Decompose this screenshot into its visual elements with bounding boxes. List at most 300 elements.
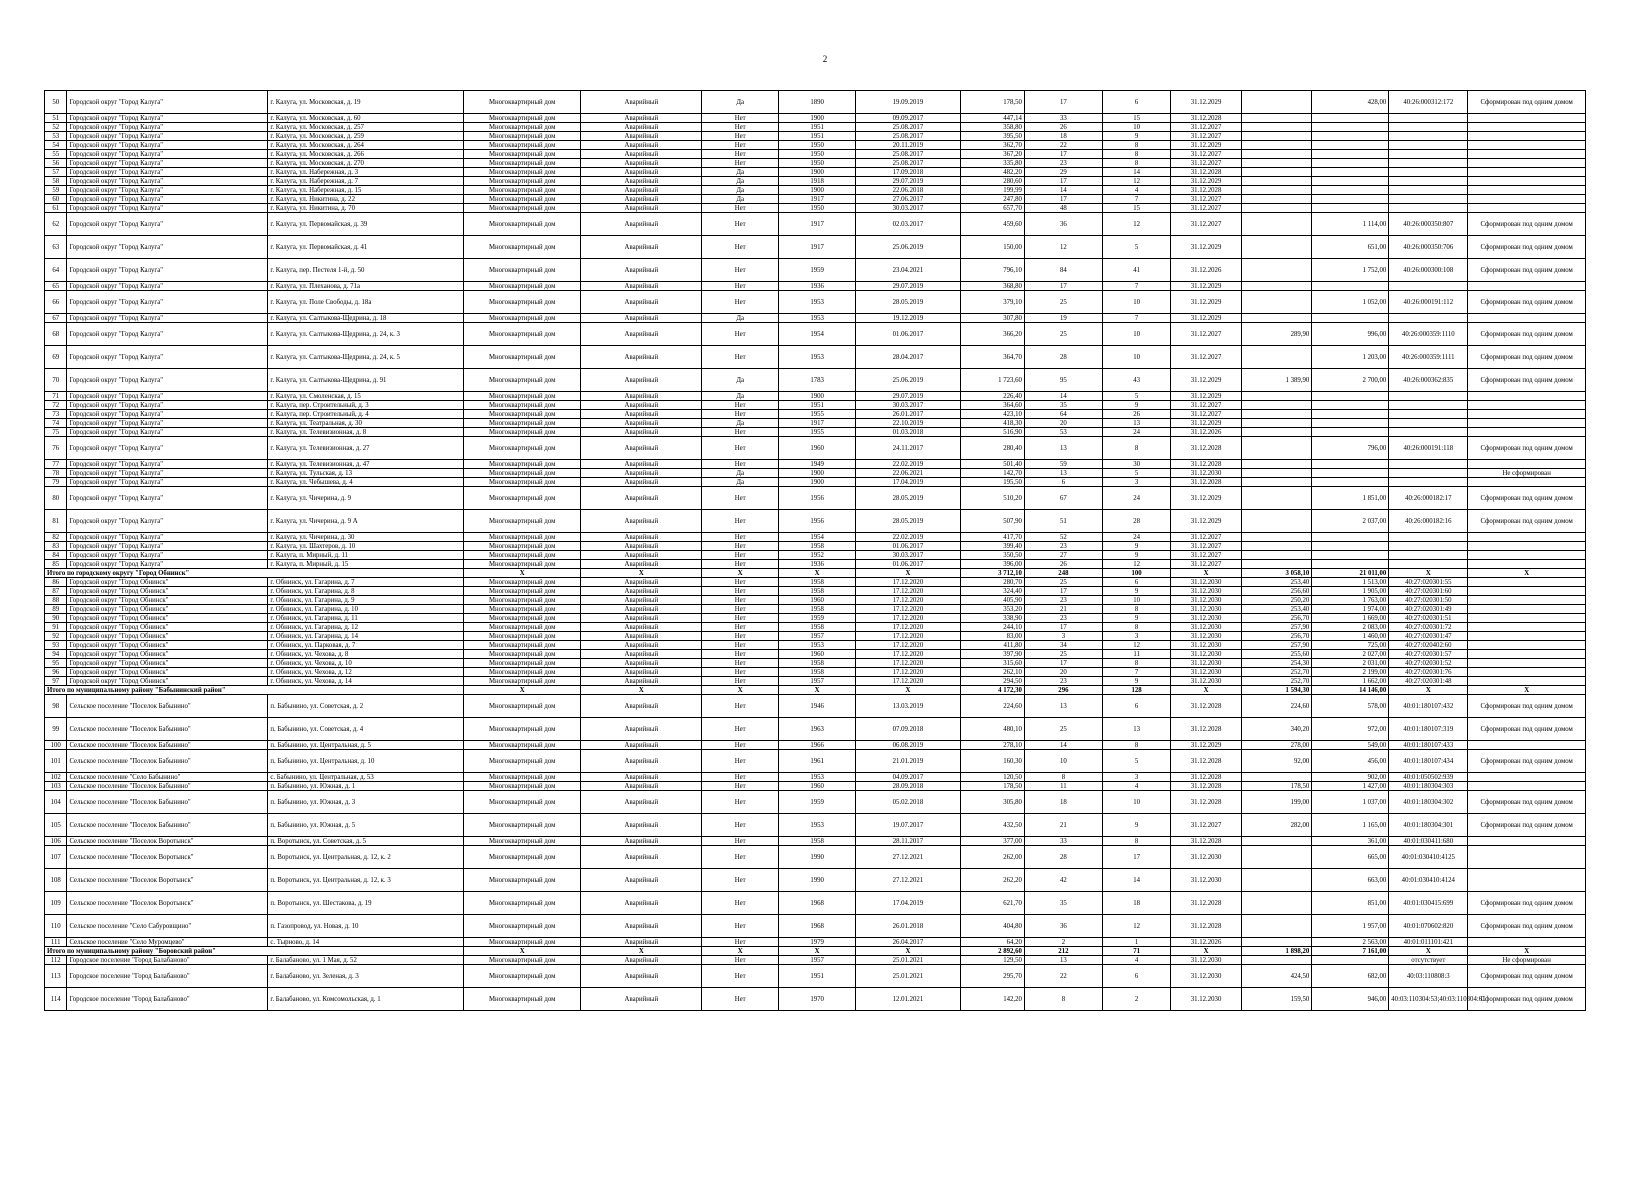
- cell-flag: Нет: [702, 204, 779, 213]
- cell-residents: 64: [1024, 410, 1102, 419]
- cell-address: г. Калуга, ул. Салтыкова-Щедрина, д. 24, к. 3: [268, 323, 464, 346]
- cell-address: г. Калуга, ул. Телевизионная, д. 8: [268, 428, 464, 437]
- cell-area_a: [1241, 510, 1312, 533]
- subtotal-cell-note: X: [1468, 686, 1586, 695]
- cell-year: 1949: [779, 460, 856, 469]
- cell-area_a: 257,90: [1241, 641, 1312, 650]
- table-row: [45, 186, 1586, 195]
- cell-note: [1468, 177, 1586, 186]
- cell-status: Аварийный: [581, 869, 702, 892]
- cell-area: 395,50: [960, 132, 1024, 141]
- cell-recognized_date: 25.08.2017: [856, 132, 961, 141]
- cell-residents: 17: [1024, 659, 1102, 668]
- table-row: [45, 204, 1586, 213]
- table-row: [45, 837, 1586, 846]
- cell-address: п. Бабынино, ул. Советская, д. 4: [268, 718, 464, 741]
- cell-year: 1917: [779, 213, 856, 236]
- cell-recognized_date: 17.12.2020: [856, 668, 961, 677]
- cell-flag: Нет: [702, 782, 779, 791]
- cell-municipality: Городской округ "Город Калуга": [67, 542, 268, 551]
- cell-residents: 11: [1024, 782, 1102, 791]
- cell-address: г. Калуга, ул. Салтыкова-Щедрина, д. 24, к. 5: [268, 346, 464, 369]
- cell-status: Аварийный: [581, 401, 702, 410]
- cell-no: 84: [45, 551, 67, 560]
- cell-no: 114: [45, 988, 67, 1011]
- cell-note: [1468, 650, 1586, 659]
- cell-no: 77: [45, 460, 67, 469]
- cell-no: 65: [45, 282, 67, 291]
- cell-dwellings: 8: [1102, 605, 1170, 614]
- cell-address: п. Бабынино, ул. Южная, д. 1: [268, 782, 464, 791]
- cell-resettlement_deadline: 31.12.2029: [1171, 510, 1242, 533]
- cell-cadastral_number: 40:01:030410:4124: [1389, 869, 1468, 892]
- cell-note: Сформирован под одним домом: [1468, 259, 1586, 282]
- cell-residents: 28: [1024, 346, 1102, 369]
- cell-building_type: Многоквартирный дом: [463, 988, 581, 1011]
- cell-resettlement_deadline: 31.12.2029: [1171, 291, 1242, 314]
- cell-recognized_date: 17.12.2020: [856, 587, 961, 596]
- table-row: [45, 741, 1586, 750]
- emergency-housing-table: [44, 90, 1586, 1011]
- cell-cadastral_number: 40:27:020301:76: [1389, 668, 1468, 677]
- cell-area: 516,90: [960, 428, 1024, 437]
- cell-address: г. Калуга, ул. Чичерина, д. 9: [268, 487, 464, 510]
- cell-status: Аварийный: [581, 150, 702, 159]
- cell-flag: Нет: [702, 587, 779, 596]
- subtotal-label: Итого по муниципальному району "Бабынинский район": [45, 686, 464, 695]
- cell-dwellings: 6: [1102, 91, 1170, 114]
- cell-resettlement_deadline: 31.12.2030: [1171, 596, 1242, 605]
- cell-area_b: 1 662,00: [1312, 677, 1389, 686]
- cell-dwellings: 5: [1102, 469, 1170, 478]
- subtotal-cell-area_b: 21 011,00: [1312, 569, 1389, 578]
- cell-address: г. Калуга, ул. Набережная, д. 7: [268, 177, 464, 186]
- cell-status: Аварийный: [581, 186, 702, 195]
- cell-flag: Нет: [702, 401, 779, 410]
- cell-area_b: [1312, 314, 1389, 323]
- cell-resettlement_deadline: 31.12.2028: [1171, 718, 1242, 741]
- cell-status: Аварийный: [581, 213, 702, 236]
- cell-dwellings: 9: [1102, 677, 1170, 686]
- cell-address: п. Воротынск, ул. Центральная, д. 12, к. 2: [268, 846, 464, 869]
- cell-area_a: [1241, 168, 1312, 177]
- cell-area: 335,80: [960, 159, 1024, 168]
- cell-area_a: [1241, 177, 1312, 186]
- cell-dwellings: 10: [1102, 323, 1170, 346]
- subtotal-cell-area_a: 1 594,30: [1241, 686, 1312, 695]
- cell-year: 1961: [779, 750, 856, 773]
- cell-area_b: [1312, 956, 1389, 965]
- cell-flag: Да: [702, 478, 779, 487]
- cell-municipality: Городской округ "Город Обнинск": [67, 632, 268, 641]
- cell-year: 1936: [779, 560, 856, 569]
- cell-year: 1917: [779, 419, 856, 428]
- cell-residents: 10: [1024, 750, 1102, 773]
- cell-area: 399,40: [960, 542, 1024, 551]
- cell-area_b: [1312, 186, 1389, 195]
- cell-year: 1957: [779, 632, 856, 641]
- cell-dwellings: 12: [1102, 177, 1170, 186]
- table-row: [45, 123, 1586, 132]
- cell-year: 1951: [779, 401, 856, 410]
- cell-flag: Нет: [702, 632, 779, 641]
- subtotal-cell-note: X: [1468, 569, 1586, 578]
- table-row: [45, 560, 1586, 569]
- cell-recognized_date: 29.07.2019: [856, 392, 961, 401]
- cell-recognized_date: 27.12.2021: [856, 846, 961, 869]
- cell-area_a: [1241, 542, 1312, 551]
- table-row: [45, 177, 1586, 186]
- cell-address: г. Обнинск, ул. Гагарина, д. 12: [268, 623, 464, 632]
- cell-area: 501,40: [960, 460, 1024, 469]
- cell-municipality: Городской округ "Город Калуга": [67, 91, 268, 114]
- cell-municipality: Городской округ "Город Калуга": [67, 428, 268, 437]
- cell-address: г. Калуга, ул. Набережная, д. 3: [268, 168, 464, 177]
- cell-year: 1953: [779, 814, 856, 837]
- cell-residents: 35: [1024, 892, 1102, 915]
- cell-flag: Нет: [702, 410, 779, 419]
- cell-resettlement_deadline: 31.12.2027: [1171, 195, 1242, 204]
- cell-no: 56: [45, 159, 67, 168]
- cell-status: Аварийный: [581, 314, 702, 323]
- cell-resettlement_deadline: 31.12.2027: [1171, 551, 1242, 560]
- cell-cadastral_number: 40:01:070602:820: [1389, 915, 1468, 938]
- cell-area_a: [1241, 419, 1312, 428]
- cell-no: 110: [45, 915, 67, 938]
- cell-year: 1946: [779, 695, 856, 718]
- cell-building_type: Многоквартирный дом: [463, 837, 581, 846]
- cell-address: г. Калуга, ул. Чебышева, д. 4: [268, 478, 464, 487]
- cell-no: 79: [45, 478, 67, 487]
- subtotal-cell-cadastral_number: X: [1389, 569, 1468, 578]
- cell-flag: Да: [702, 168, 779, 177]
- cell-municipality: Городской округ "Город Калуга": [67, 323, 268, 346]
- cell-dwellings: 9: [1102, 132, 1170, 141]
- cell-dwellings: 8: [1102, 437, 1170, 460]
- cell-municipality: Городской округ "Город Калуга": [67, 141, 268, 150]
- cell-building_type: Многоквартирный дом: [463, 533, 581, 542]
- cell-note: [1468, 623, 1586, 632]
- cell-no: 82: [45, 533, 67, 542]
- cell-recognized_date: 28.04.2017: [856, 346, 961, 369]
- cell-municipality: Городской округ "Город Обнинск": [67, 668, 268, 677]
- cell-cadastral_number: [1389, 560, 1468, 569]
- cell-residents: 12: [1024, 236, 1102, 259]
- cell-status: Аварийный: [581, 837, 702, 846]
- subtotal-cell-recognized_date: X: [856, 947, 961, 956]
- cell-municipality: Городской округ "Город Калуга": [67, 560, 268, 569]
- cell-area_a: [1241, 560, 1312, 569]
- table-row: [45, 641, 1586, 650]
- cell-flag: Нет: [702, 159, 779, 168]
- cell-flag: Нет: [702, 141, 779, 150]
- cell-resettlement_deadline: 31.12.2030: [1171, 578, 1242, 587]
- cell-cadastral_number: [1389, 159, 1468, 168]
- cell-dwellings: 8: [1102, 741, 1170, 750]
- cell-status: Аварийный: [581, 846, 702, 869]
- cell-flag: Да: [702, 177, 779, 186]
- cell-area_a: [1241, 91, 1312, 114]
- cell-municipality: Городской округ "Город Обнинск": [67, 623, 268, 632]
- cell-area_a: 199,00: [1241, 791, 1312, 814]
- cell-year: 1953: [779, 291, 856, 314]
- cell-address: г. Калуга, ул. Телевизионная, д. 47: [268, 460, 464, 469]
- cell-address: г. Обнинск, ул. Гагарина, д. 10: [268, 605, 464, 614]
- cell-area_a: [1241, 469, 1312, 478]
- cell-note: [1468, 392, 1586, 401]
- cell-status: Аварийный: [581, 659, 702, 668]
- cell-residents: 21: [1024, 605, 1102, 614]
- cell-area: 195,50: [960, 478, 1024, 487]
- cell-area_a: [1241, 123, 1312, 132]
- cell-area_b: 1 905,00: [1312, 587, 1389, 596]
- cell-note: [1468, 460, 1586, 469]
- cell-no: 90: [45, 614, 67, 623]
- cell-address: г. Калуга, ул. Никитина, д. 70: [268, 204, 464, 213]
- cell-address: г. Калуга, ул. Первомайская, д. 41: [268, 236, 464, 259]
- cell-address: г. Обнинск, ул. Парковая, д. 7: [268, 641, 464, 650]
- cell-note: Сформирован под одним домом: [1468, 510, 1586, 533]
- cell-no: 74: [45, 419, 67, 428]
- cell-municipality: Сельское поселение "Поселок Бабынино": [67, 791, 268, 814]
- cell-area: 315,60: [960, 659, 1024, 668]
- cell-area: 396,00: [960, 560, 1024, 569]
- cell-address: п. Бабынино, ул. Центральная, д. 10: [268, 750, 464, 773]
- cell-address: г. Балабаново, ул. Зеленая, д. 3: [268, 965, 464, 988]
- subtotal-label: Итого по городскому округу "Город Обнинск": [45, 569, 464, 578]
- subtotal-cell-cadastral_number: X: [1389, 686, 1468, 695]
- cell-area_a: [1241, 837, 1312, 846]
- subtotal-cell-resettlement_deadline: X: [1171, 569, 1242, 578]
- cell-status: Аварийный: [581, 605, 702, 614]
- cell-cadastral_number: 40:01:180304:301: [1389, 814, 1468, 837]
- cell-flag: Нет: [702, 741, 779, 750]
- cell-area_b: [1312, 141, 1389, 150]
- cell-address: п. Бабынино, ул. Южная, д. 5: [268, 814, 464, 837]
- cell-recognized_date: 06.08.2019: [856, 741, 961, 750]
- cell-area_b: 361,00: [1312, 837, 1389, 846]
- cell-residents: 14: [1024, 741, 1102, 750]
- cell-dwellings: 9: [1102, 587, 1170, 596]
- cell-year: 1990: [779, 846, 856, 869]
- cell-flag: Нет: [702, 542, 779, 551]
- cell-dwellings: 4: [1102, 956, 1170, 965]
- cell-dwellings: 41: [1102, 259, 1170, 282]
- cell-cadastral_number: 40:03:110808:3: [1389, 965, 1468, 988]
- cell-building_type: Многоквартирный дом: [463, 478, 581, 487]
- cell-resettlement_deadline: 31.12.2028: [1171, 186, 1242, 195]
- cell-no: 103: [45, 782, 67, 791]
- cell-residents: 17: [1024, 195, 1102, 204]
- cell-dwellings: 13: [1102, 419, 1170, 428]
- cell-area_b: 2 027,00: [1312, 650, 1389, 659]
- subtotal-cell-area_a: 1 898,20: [1241, 947, 1312, 956]
- cell-note: [1468, 587, 1586, 596]
- cell-dwellings: 9: [1102, 614, 1170, 623]
- cell-year: 1917: [779, 236, 856, 259]
- table-row: [45, 428, 1586, 437]
- cell-area_a: [1241, 915, 1312, 938]
- cell-municipality: Городской округ "Город Калуга": [67, 150, 268, 159]
- cell-municipality: Городской округ "Город Калуга": [67, 195, 268, 204]
- page-number: 2: [822, 54, 828, 64]
- cell-note: [1468, 773, 1586, 782]
- cell-municipality: Сельское поселение "Поселок Бабынино": [67, 718, 268, 741]
- cell-building_type: Многоквартирный дом: [463, 314, 581, 323]
- table-row: [45, 578, 1586, 587]
- cell-resettlement_deadline: 31.12.2027: [1171, 533, 1242, 542]
- cell-resettlement_deadline: 31.12.2030: [1171, 988, 1242, 1011]
- subtotal-cell-resettlement_deadline: X: [1171, 947, 1242, 956]
- cell-area: 507,90: [960, 510, 1024, 533]
- cell-area_b: [1312, 551, 1389, 560]
- cell-municipality: Городской округ "Город Калуга": [67, 186, 268, 195]
- cell-status: Аварийный: [581, 177, 702, 186]
- cell-municipality: Городской округ "Город Калуга": [67, 204, 268, 213]
- cell-cadastral_number: [1389, 168, 1468, 177]
- cell-no: 58: [45, 177, 67, 186]
- cell-municipality: Городской округ "Город Обнинск": [67, 596, 268, 605]
- cell-area: 150,00: [960, 236, 1024, 259]
- table-row: [45, 542, 1586, 551]
- cell-recognized_date: 17.12.2020: [856, 677, 961, 686]
- table-row: [45, 956, 1586, 965]
- cell-no: 106: [45, 837, 67, 846]
- cell-municipality: Городской округ "Город Обнинск": [67, 614, 268, 623]
- cell-area_a: 424,50: [1241, 965, 1312, 988]
- cell-area_a: 159,50: [1241, 988, 1312, 1011]
- table-row: [45, 623, 1586, 632]
- cell-dwellings: 8: [1102, 659, 1170, 668]
- cell-residents: 18: [1024, 791, 1102, 814]
- cell-note: [1468, 641, 1586, 650]
- cell-year: 1900: [779, 478, 856, 487]
- cell-note: Сформирован под одним домом: [1468, 91, 1586, 114]
- cell-address: г. Калуга, ул. Московская, д. 257: [268, 123, 464, 132]
- cell-area_a: 178,50: [1241, 782, 1312, 791]
- cell-resettlement_deadline: 31.12.2029: [1171, 741, 1242, 750]
- cell-resettlement_deadline: 31.12.2026: [1171, 259, 1242, 282]
- cell-note: [1468, 614, 1586, 623]
- cell-no: 111: [45, 938, 67, 947]
- table-row: [45, 437, 1586, 460]
- cell-no: 91: [45, 623, 67, 632]
- cell-recognized_date: 17.12.2020: [856, 650, 961, 659]
- cell-flag: Нет: [702, 551, 779, 560]
- cell-address: г. Калуга, ул. Телевизионная, д. 27: [268, 437, 464, 460]
- cell-status: Аварийный: [581, 791, 702, 814]
- cell-year: 1956: [779, 510, 856, 533]
- cell-building_type: Многоквартирный дом: [463, 428, 581, 437]
- cell-note: [1468, 204, 1586, 213]
- cell-area: 120,50: [960, 773, 1024, 782]
- subtotal-cell-residents: 248: [1024, 569, 1102, 578]
- cell-resettlement_deadline: 31.12.2029: [1171, 282, 1242, 291]
- cell-residents: 6: [1024, 478, 1102, 487]
- cell-residents: 23: [1024, 596, 1102, 605]
- cell-area: 432,50: [960, 814, 1024, 837]
- cell-area: 129,50: [960, 956, 1024, 965]
- cell-address: г. Калуга, ул. Московская, д. 264: [268, 141, 464, 150]
- cell-status: Аварийный: [581, 91, 702, 114]
- subtotal-cell-cadastral_number: X: [1389, 947, 1468, 956]
- subtotal-cell-status: X: [581, 686, 702, 695]
- cell-municipality: Городской округ "Город Калуга": [67, 346, 268, 369]
- cell-building_type: Многоквартирный дом: [463, 460, 581, 469]
- cell-flag: Да: [702, 91, 779, 114]
- cell-residents: 35: [1024, 401, 1102, 410]
- cell-status: Аварийный: [581, 741, 702, 750]
- cell-building_type: Многоквартирный дом: [463, 410, 581, 419]
- cell-flag: Нет: [702, 346, 779, 369]
- cell-area_a: 253,40: [1241, 605, 1312, 614]
- cell-municipality: Сельское поселение "Село Сабуровщино": [67, 915, 268, 938]
- cell-address: г. Калуга, ул. Московская, д. 270: [268, 159, 464, 168]
- cell-residents: 17: [1024, 150, 1102, 159]
- cell-area_a: 250,20: [1241, 596, 1312, 605]
- cell-address: с. Тырново, д. 14: [268, 938, 464, 947]
- cell-area_b: 946,00: [1312, 988, 1389, 1011]
- cell-year: 1890: [779, 91, 856, 114]
- cell-residents: 2: [1024, 938, 1102, 947]
- subtotal-cell-residents: 296: [1024, 686, 1102, 695]
- cell-dwellings: 11: [1102, 650, 1170, 659]
- cell-dwellings: 5: [1102, 750, 1170, 773]
- cell-recognized_date: 19.07.2017: [856, 814, 961, 837]
- cell-resettlement_deadline: 31.12.2026: [1171, 428, 1242, 437]
- cell-status: Аварийный: [581, 551, 702, 560]
- cell-no: 108: [45, 869, 67, 892]
- cell-no: 51: [45, 114, 67, 123]
- cell-status: Аварийный: [581, 560, 702, 569]
- cell-flag: Нет: [702, 846, 779, 869]
- cell-no: 50: [45, 91, 67, 114]
- cell-building_type: Многоквартирный дом: [463, 323, 581, 346]
- table-row: [45, 533, 1586, 542]
- cell-resettlement_deadline: 31.12.2030: [1171, 605, 1242, 614]
- cell-flag: Нет: [702, 123, 779, 132]
- cell-cadastral_number: 40:27:020301:72: [1389, 623, 1468, 632]
- cell-area_b: 2 700,00: [1312, 369, 1389, 392]
- cell-area_a: 278,00: [1241, 741, 1312, 750]
- cell-address: п. Бабынино, ул. Южная, д. 3: [268, 791, 464, 814]
- cell-building_type: Многоквартирный дом: [463, 259, 581, 282]
- cell-area_b: 851,00: [1312, 892, 1389, 915]
- table-row: [45, 401, 1586, 410]
- cell-resettlement_deadline: 31.12.2027: [1171, 150, 1242, 159]
- cell-building_type: Многоквартирный дом: [463, 650, 581, 659]
- cell-year: 1900: [779, 168, 856, 177]
- cell-flag: Да: [702, 419, 779, 428]
- cell-municipality: Городской округ "Город Калуга": [67, 437, 268, 460]
- cell-area_b: 651,00: [1312, 236, 1389, 259]
- cell-municipality: Городской округ "Город Калуга": [67, 487, 268, 510]
- cell-resettlement_deadline: 31.12.2029: [1171, 419, 1242, 428]
- cell-flag: Нет: [702, 641, 779, 650]
- table-row: [45, 773, 1586, 782]
- cell-cadastral_number: [1389, 533, 1468, 542]
- cell-resettlement_deadline: 31.12.2027: [1171, 542, 1242, 551]
- cell-area_b: [1312, 168, 1389, 177]
- cell-building_type: Многоквартирный дом: [463, 773, 581, 782]
- cell-area_b: 1 165,00: [1312, 814, 1389, 837]
- cell-area_a: [1241, 428, 1312, 437]
- cell-recognized_date: 17.12.2020: [856, 641, 961, 650]
- cell-note: [1468, 668, 1586, 677]
- table-row: [45, 159, 1586, 168]
- cell-cadastral_number: 40:26:000350:807: [1389, 213, 1468, 236]
- cell-year: 1990: [779, 869, 856, 892]
